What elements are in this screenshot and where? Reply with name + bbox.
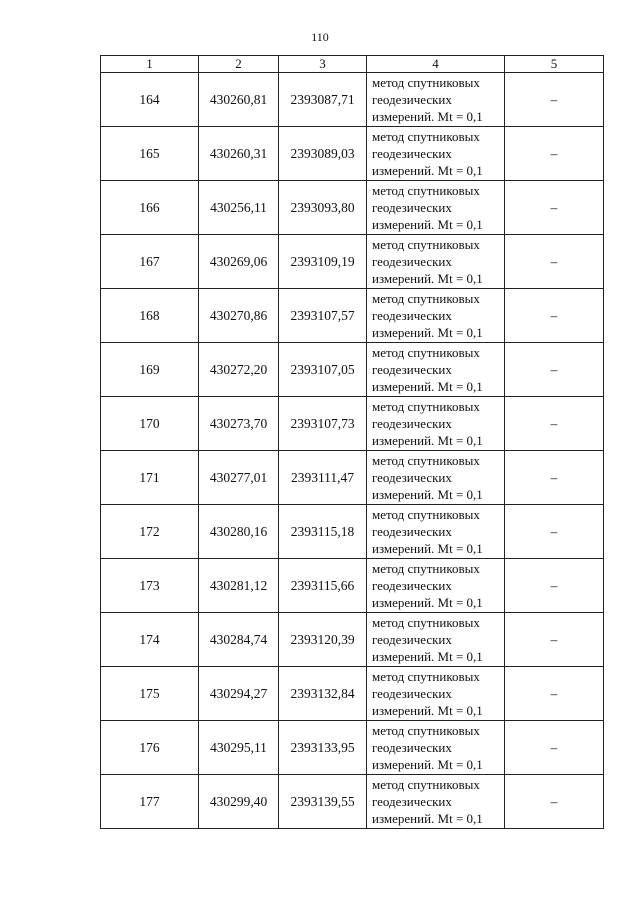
method-cell bbox=[367, 613, 505, 667]
y-coordinate-cell: 2393111,47 bbox=[279, 451, 367, 505]
column-header-1: 1 bbox=[101, 56, 199, 73]
column-header-4: 4 bbox=[367, 56, 505, 73]
point-number-cell: 165 bbox=[101, 127, 199, 181]
x-coordinate-cell: 430272,20 bbox=[199, 343, 279, 397]
note-cell: – bbox=[505, 73, 604, 127]
method-text-line: геодезических bbox=[372, 92, 452, 107]
table-row bbox=[101, 559, 604, 613]
note-cell: – bbox=[505, 667, 604, 721]
point-number-cell: 166 bbox=[101, 181, 199, 235]
method-text-line: измерений. Mt = 0,1 bbox=[372, 163, 483, 178]
table-row bbox=[101, 505, 604, 559]
method-cell bbox=[367, 505, 505, 559]
table-row bbox=[101, 667, 604, 721]
method-text-line: геодезических bbox=[372, 200, 452, 215]
method-text-line: геодезических bbox=[372, 578, 452, 593]
table-row bbox=[101, 451, 604, 505]
method-text-line: метод спутниковых bbox=[372, 183, 480, 198]
y-coordinate-cell: 2393132,84 bbox=[279, 667, 367, 721]
table-row bbox=[101, 289, 604, 343]
point-number-cell: 173 bbox=[101, 559, 199, 613]
method-text-line: геодезических bbox=[372, 632, 452, 647]
method-text-line: измерений. Mt = 0,1 bbox=[372, 433, 483, 448]
note-cell: – bbox=[505, 775, 604, 829]
method-text-line: измерений. Mt = 0,1 bbox=[372, 811, 483, 826]
method-text-line: метод спутниковых bbox=[372, 237, 480, 252]
method-text-line: измерений. Mt = 0,1 bbox=[372, 757, 483, 772]
x-coordinate-cell: 430281,12 bbox=[199, 559, 279, 613]
point-number-cell: 171 bbox=[101, 451, 199, 505]
method-text-line: измерений. Mt = 0,1 bbox=[372, 703, 483, 718]
x-coordinate-cell: 430270,86 bbox=[199, 289, 279, 343]
y-coordinate-cell: 2393093,80 bbox=[279, 181, 367, 235]
y-coordinate-cell: 2393089,03 bbox=[279, 127, 367, 181]
point-number-cell: 177 bbox=[101, 775, 199, 829]
method-text-line: геодезических bbox=[372, 362, 452, 377]
point-number-cell: 176 bbox=[101, 721, 199, 775]
note-cell: – bbox=[505, 343, 604, 397]
method-text-line: метод спутниковых bbox=[372, 561, 480, 576]
y-coordinate-cell: 2393133,95 bbox=[279, 721, 367, 775]
method-text-line: метод спутниковых bbox=[372, 75, 480, 90]
method-text-line: геодезических bbox=[372, 470, 452, 485]
note-cell: – bbox=[505, 235, 604, 289]
table-row bbox=[101, 181, 604, 235]
method-text-line: геодезических bbox=[372, 416, 452, 431]
method-text-line: измерений. Mt = 0,1 bbox=[372, 217, 483, 232]
method-text-line: метод спутниковых bbox=[372, 777, 480, 792]
x-coordinate-cell: 430284,74 bbox=[199, 613, 279, 667]
method-cell bbox=[367, 235, 505, 289]
note-cell: – bbox=[505, 127, 604, 181]
point-number-cell: 168 bbox=[101, 289, 199, 343]
table-row bbox=[101, 127, 604, 181]
note-cell: – bbox=[505, 613, 604, 667]
point-number-cell: 174 bbox=[101, 613, 199, 667]
note-cell: – bbox=[505, 181, 604, 235]
method-text-line: измерений. Mt = 0,1 bbox=[372, 109, 483, 124]
point-number-cell: 175 bbox=[101, 667, 199, 721]
method-cell bbox=[367, 721, 505, 775]
table-header-row bbox=[101, 56, 604, 73]
method-text-line: метод спутниковых bbox=[372, 291, 480, 306]
table-row bbox=[101, 73, 604, 127]
method-cell bbox=[367, 127, 505, 181]
y-coordinate-cell: 2393107,73 bbox=[279, 397, 367, 451]
method-text-line: геодезических bbox=[372, 794, 452, 809]
note-cell: – bbox=[505, 559, 604, 613]
method-cell bbox=[367, 451, 505, 505]
note-cell: – bbox=[505, 505, 604, 559]
method-text-line: измерений. Mt = 0,1 bbox=[372, 379, 483, 394]
note-cell: – bbox=[505, 289, 604, 343]
method-text-line: метод спутниковых bbox=[372, 345, 480, 360]
x-coordinate-cell: 430260,31 bbox=[199, 127, 279, 181]
point-number-cell: 167 bbox=[101, 235, 199, 289]
point-number-cell: 172 bbox=[101, 505, 199, 559]
method-text-line: измерений. Mt = 0,1 bbox=[372, 649, 483, 664]
x-coordinate-cell: 430273,70 bbox=[199, 397, 279, 451]
method-text-line: метод спутниковых bbox=[372, 399, 480, 414]
method-text-line: измерений. Mt = 0,1 bbox=[372, 595, 483, 610]
method-text-line: метод спутниковых bbox=[372, 723, 480, 738]
point-number-cell: 169 bbox=[101, 343, 199, 397]
table-row bbox=[101, 235, 604, 289]
method-text-line: геодезических bbox=[372, 686, 452, 701]
point-number-cell: 170 bbox=[101, 397, 199, 451]
note-cell: – bbox=[505, 451, 604, 505]
y-coordinate-cell: 2393139,55 bbox=[279, 775, 367, 829]
x-coordinate-cell: 430277,01 bbox=[199, 451, 279, 505]
y-coordinate-cell: 2393109,19 bbox=[279, 235, 367, 289]
method-text-line: метод спутниковых bbox=[372, 129, 480, 144]
method-text-line: метод спутниковых bbox=[372, 669, 480, 684]
method-text-line: геодезических bbox=[372, 308, 452, 323]
table-row bbox=[101, 721, 604, 775]
method-text-line: геодезических bbox=[372, 146, 452, 161]
method-text-line: измерений. Mt = 0,1 bbox=[372, 487, 483, 502]
y-coordinate-cell: 2393120,39 bbox=[279, 613, 367, 667]
method-cell bbox=[367, 73, 505, 127]
method-text-line: геодезических bbox=[372, 740, 452, 755]
method-text-line: измерений. Mt = 0,1 bbox=[372, 271, 483, 286]
page-number: 110 bbox=[311, 30, 329, 44]
table-body bbox=[101, 73, 604, 829]
y-coordinate-cell: 2393115,18 bbox=[279, 505, 367, 559]
method-cell bbox=[367, 775, 505, 829]
y-coordinate-cell: 2393087,71 bbox=[279, 73, 367, 127]
x-coordinate-cell: 430299,40 bbox=[199, 775, 279, 829]
table-row bbox=[101, 613, 604, 667]
x-coordinate-cell: 430256,11 bbox=[199, 181, 279, 235]
note-cell: – bbox=[505, 721, 604, 775]
method-text-line: геодезических bbox=[372, 524, 452, 539]
table-row bbox=[101, 397, 604, 451]
point-number-cell: 164 bbox=[101, 73, 199, 127]
method-cell bbox=[367, 289, 505, 343]
method-cell bbox=[367, 343, 505, 397]
method-cell bbox=[367, 667, 505, 721]
table-row bbox=[101, 775, 604, 829]
x-coordinate-cell: 430294,27 bbox=[199, 667, 279, 721]
column-header-5: 5 bbox=[505, 56, 604, 73]
method-cell bbox=[367, 559, 505, 613]
x-coordinate-cell: 430269,06 bbox=[199, 235, 279, 289]
column-header-2: 2 bbox=[199, 56, 279, 73]
method-text-line: метод спутниковых bbox=[372, 453, 480, 468]
x-coordinate-cell: 430280,16 bbox=[199, 505, 279, 559]
x-coordinate-cell: 430260,81 bbox=[199, 73, 279, 127]
y-coordinate-cell: 2393107,05 bbox=[279, 343, 367, 397]
y-coordinate-cell: 2393107,57 bbox=[279, 289, 367, 343]
table-row bbox=[101, 343, 604, 397]
y-coordinate-cell: 2393115,66 bbox=[279, 559, 367, 613]
method-cell bbox=[367, 397, 505, 451]
method-text-line: измерений. Mt = 0,1 bbox=[372, 541, 483, 556]
x-coordinate-cell: 430295,11 bbox=[199, 721, 279, 775]
coordinates-table bbox=[100, 55, 604, 829]
method-cell bbox=[367, 181, 505, 235]
column-header-3: 3 bbox=[279, 56, 367, 73]
method-text-line: измерений. Mt = 0,1 bbox=[372, 325, 483, 340]
method-text-line: геодезических bbox=[372, 254, 452, 269]
note-cell: – bbox=[505, 397, 604, 451]
method-text-line: метод спутниковых bbox=[372, 615, 480, 630]
method-text-line: метод спутниковых bbox=[372, 507, 480, 522]
